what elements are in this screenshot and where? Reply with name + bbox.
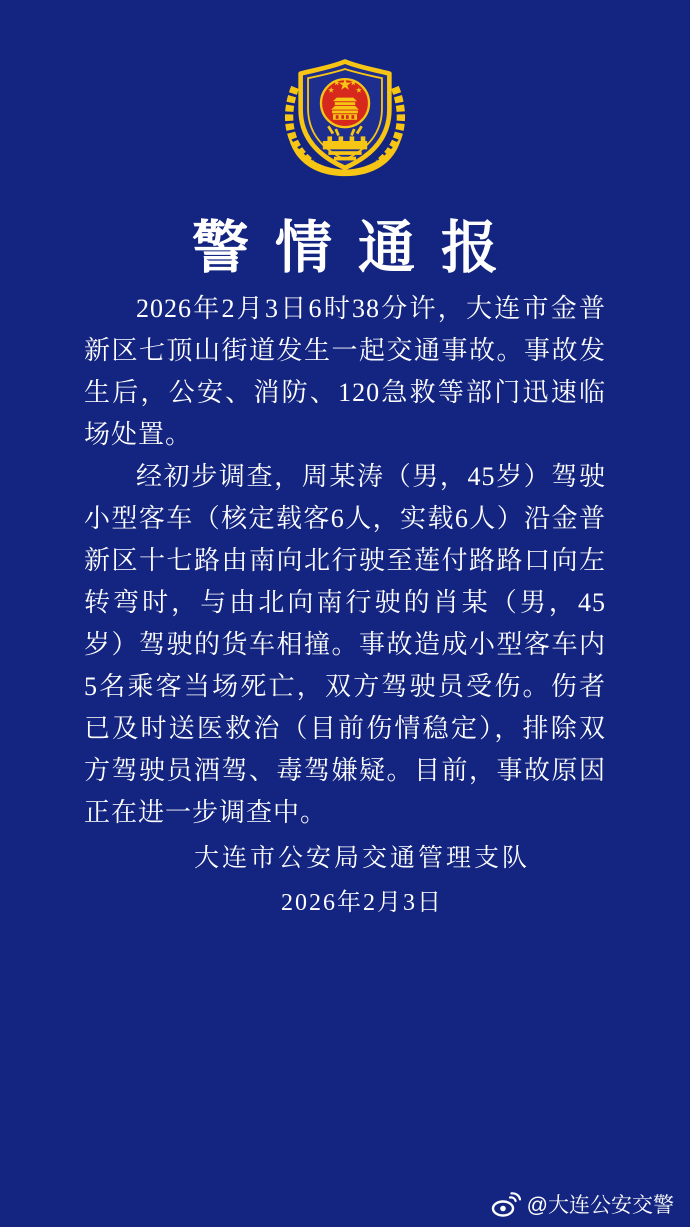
signature-block	[0, 842, 690, 919]
signature-date: 2026年2月3日	[281, 890, 443, 916]
notice-title: 警情通报	[192, 217, 524, 280]
signature-organization: 大连市公安局交通管理支队	[193, 845, 530, 872]
watermark	[491, 1189, 674, 1219]
police-badge-icon	[280, 56, 410, 178]
notice-body	[84, 288, 606, 834]
watermark-text: @大连公安交警	[526, 1194, 674, 1217]
weibo-icon	[491, 1192, 521, 1217]
notice-paragraph-1: 2026年2月3日6时38分许，大连市金普新区七顶山街道发生一起交通事故。事故发生后，公安、消防、120急救等部门迅速临场处置。	[84, 294, 606, 449]
notice-paragraph-2: 经初步调查，周某涛（男，45岁）驾驶小型客车（核定载客6人，实载6人）沿金普新区十七路由南向北行驶至莲付路路口向左转弯时，与由北向南行驶的肖某（男，45岁）驾驶的货车相撞。事故造成小型客车内5名乘客当场死亡，双方驾驶员受伤。伤者已及时送医救治（目前伤情稳定），排除双方驾驶员酒驾、毒驾嫌疑。目前，事故原因正在进一步调查中。	[84, 462, 606, 827]
